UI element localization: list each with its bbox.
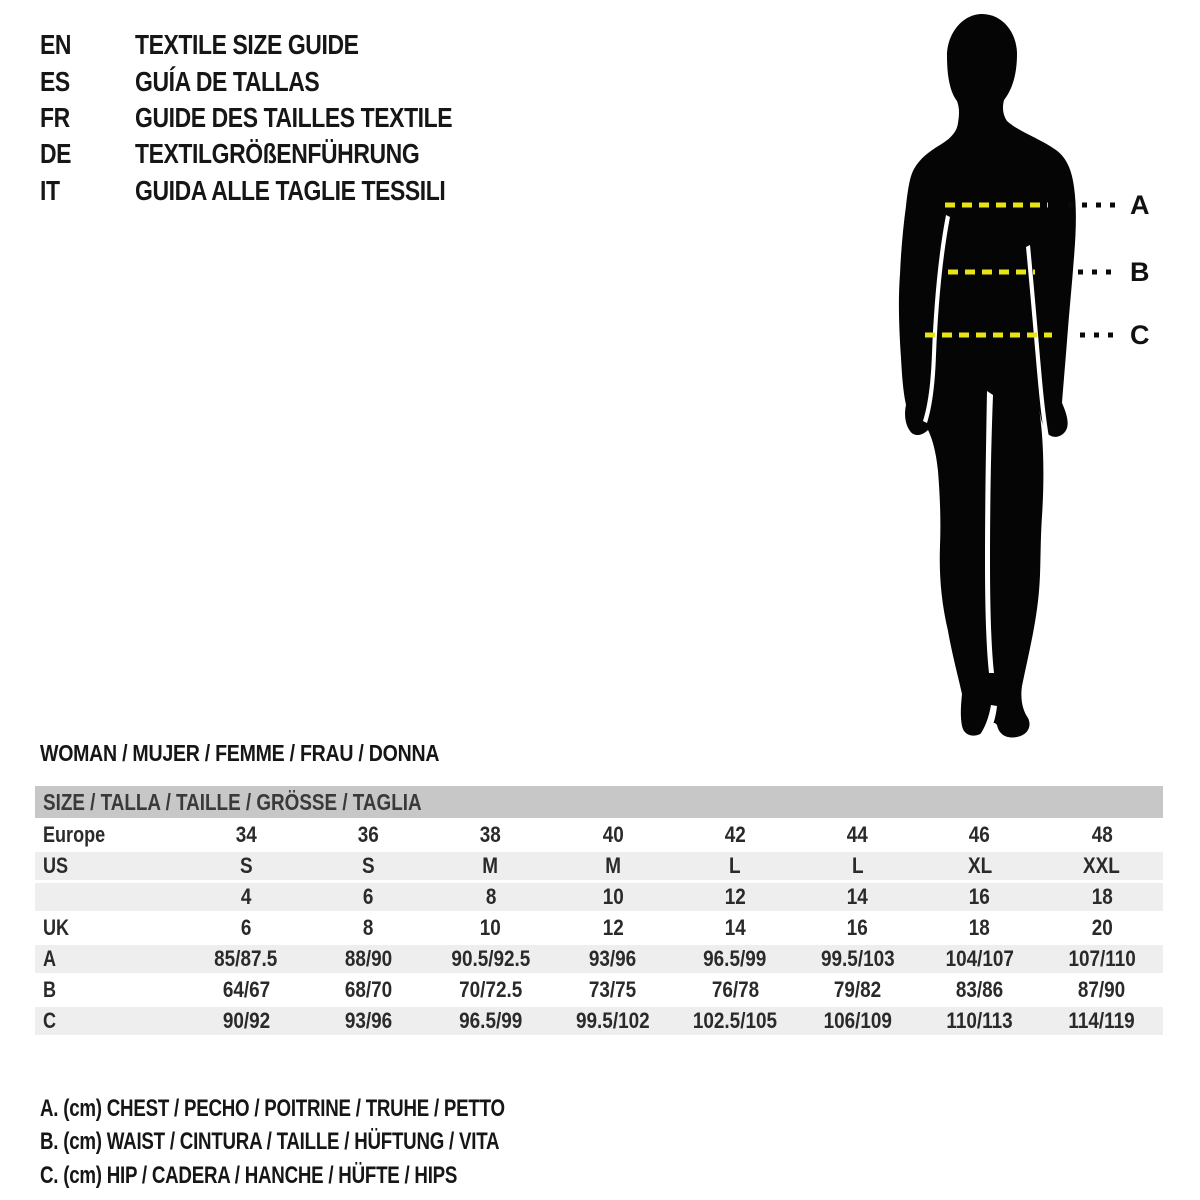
- size-cell: 48: [1041, 820, 1163, 851]
- size-cell: 6: [307, 882, 429, 913]
- language-code: DE: [40, 138, 72, 170]
- legend-line-hip: [40, 1159, 636, 1193]
- row-label-text: US: [43, 853, 69, 878]
- legend-line-chest: [40, 1092, 636, 1126]
- guide-title-text: GUIDA ALLE TAGLIE TESSILI: [135, 174, 446, 206]
- size-cell: 12: [552, 913, 674, 944]
- size-cell: 90.5/92.5: [430, 944, 552, 975]
- size-cell: 70/72.5: [430, 975, 552, 1006]
- row-label: [35, 882, 185, 913]
- size-cell: 36: [307, 820, 429, 851]
- section-title: [40, 740, 510, 767]
- size-cell: 16: [796, 913, 918, 944]
- size-cell: 87/90: [1041, 975, 1163, 1006]
- table-header-text: SIZE / TALLA / TAILLE / GRÖSSE / TAGLIA: [43, 788, 422, 815]
- size-table: [35, 786, 1163, 1038]
- language-code: IT: [40, 174, 60, 206]
- size-cell: 18: [1041, 882, 1163, 913]
- size-cell: S: [307, 851, 429, 882]
- size-cell: 96.5/99: [674, 944, 796, 975]
- row-label: [35, 913, 185, 944]
- size-cell: 88/90: [307, 944, 429, 975]
- size-cell: 4: [185, 882, 307, 913]
- language-title-block: [40, 27, 522, 209]
- row-label: [35, 851, 185, 882]
- size-cell: 38: [430, 820, 552, 851]
- size-cell: M: [430, 851, 552, 882]
- size-cell: 68/70: [307, 975, 429, 1006]
- table-row-chest-a: [35, 944, 1163, 975]
- row-label-text: Europe: [43, 822, 106, 847]
- size-cell: 44: [796, 820, 918, 851]
- section-title-text: WOMAN / MUJER / FEMME / FRAU / DONNA: [40, 740, 440, 766]
- table-row-us-numeric: [35, 882, 1163, 913]
- row-label-text: B: [43, 977, 57, 1002]
- size-cell: 93/96: [307, 1006, 429, 1037]
- size-cell: XL: [919, 851, 1041, 882]
- size-cell: 20: [1041, 913, 1163, 944]
- language-code: ES: [40, 65, 70, 97]
- table-row-hip-c: [35, 1006, 1163, 1037]
- language-row: [40, 173, 522, 209]
- size-cell: 99.5/103: [796, 944, 918, 975]
- size-cell: 46: [919, 820, 1041, 851]
- size-cell: M: [552, 851, 674, 882]
- row-label: [35, 975, 185, 1006]
- size-cell: 93/96: [552, 944, 674, 975]
- size-cell: 83/86: [919, 975, 1041, 1006]
- language-row: [40, 100, 522, 136]
- size-cell: L: [674, 851, 796, 882]
- table-row-waist-b: [35, 975, 1163, 1006]
- legend-line-waist: [40, 1126, 636, 1160]
- size-cell: L: [796, 851, 918, 882]
- size-cell: 73/75: [552, 975, 674, 1006]
- size-cell: 16: [919, 882, 1041, 913]
- table-row-europe: [35, 820, 1163, 851]
- size-cell: 40: [552, 820, 674, 851]
- language-row: [40, 27, 522, 63]
- size-cell: 12: [674, 882, 796, 913]
- table-row-us-letter: [35, 851, 1163, 882]
- guide-title-text: GUÍA DE TALLAS: [135, 65, 320, 97]
- size-cell: 14: [796, 882, 918, 913]
- row-label-text: C: [43, 1008, 57, 1033]
- language-row: [40, 63, 522, 99]
- size-cell: 79/82: [796, 975, 918, 1006]
- size-cell: 99.5/102: [552, 1006, 674, 1037]
- row-label-text: A: [43, 946, 57, 971]
- legend-text: A. (cm) CHEST / PECHO / POITRINE / TRUHE / PETTO: [40, 1094, 505, 1122]
- size-cell: 96.5/99: [430, 1006, 552, 1037]
- measurement-legend: [40, 1092, 636, 1193]
- size-cell: 18: [919, 913, 1041, 944]
- size-cell: 8: [430, 882, 552, 913]
- size-cell: 106/109: [796, 1006, 918, 1037]
- table-header-row: [35, 786, 1163, 820]
- marker-label-c: C: [1130, 320, 1150, 350]
- woman-silhouette-figure: [860, 5, 1130, 760]
- language-row: [40, 136, 522, 172]
- size-cell: 14: [674, 913, 796, 944]
- size-cell: 85/87.5: [185, 944, 307, 975]
- legend-text: C. (cm) HIP / CADERA / HANCHE / HÜFTE / HIPS: [40, 1161, 458, 1189]
- size-cell: 10: [552, 882, 674, 913]
- table-header-cell: [35, 786, 1163, 820]
- table-row-uk: [35, 913, 1163, 944]
- size-cell: 102.5/105: [674, 1006, 796, 1037]
- guide-title-text: TEXTILE SIZE GUIDE: [135, 29, 359, 61]
- row-label: [35, 820, 185, 851]
- size-cell: XXL: [1041, 851, 1163, 882]
- marker-label-b: B: [1130, 257, 1150, 287]
- size-cell: 10: [430, 913, 552, 944]
- size-cell: 114/119: [1041, 1006, 1163, 1037]
- row-label-text: UK: [43, 915, 70, 940]
- marker-label-a: A: [1130, 190, 1150, 220]
- legend-text: B. (cm) WAIST / CINTURA / TAILLE / HÜFTUNG / VITA: [40, 1128, 500, 1156]
- size-cell: 76/78: [674, 975, 796, 1006]
- size-cell: S: [185, 851, 307, 882]
- size-cell: 8: [307, 913, 429, 944]
- guide-title-text: GUIDE DES TAILLES TEXTILE: [135, 101, 453, 133]
- size-cell: 104/107: [919, 944, 1041, 975]
- size-cell: 90/92: [185, 1006, 307, 1037]
- size-cell: 110/113: [919, 1006, 1041, 1037]
- size-cell: 42: [674, 820, 796, 851]
- language-code: FR: [40, 101, 70, 133]
- row-label: [35, 1006, 185, 1037]
- guide-title-text: TEXTILGRÖßENFÜHRUNG: [135, 138, 420, 170]
- size-cell: 34: [185, 820, 307, 851]
- size-cell: 107/110: [1041, 944, 1163, 975]
- size-cell: 64/67: [185, 975, 307, 1006]
- row-label: [35, 944, 185, 975]
- size-cell: 6: [185, 913, 307, 944]
- language-code: EN: [40, 29, 72, 61]
